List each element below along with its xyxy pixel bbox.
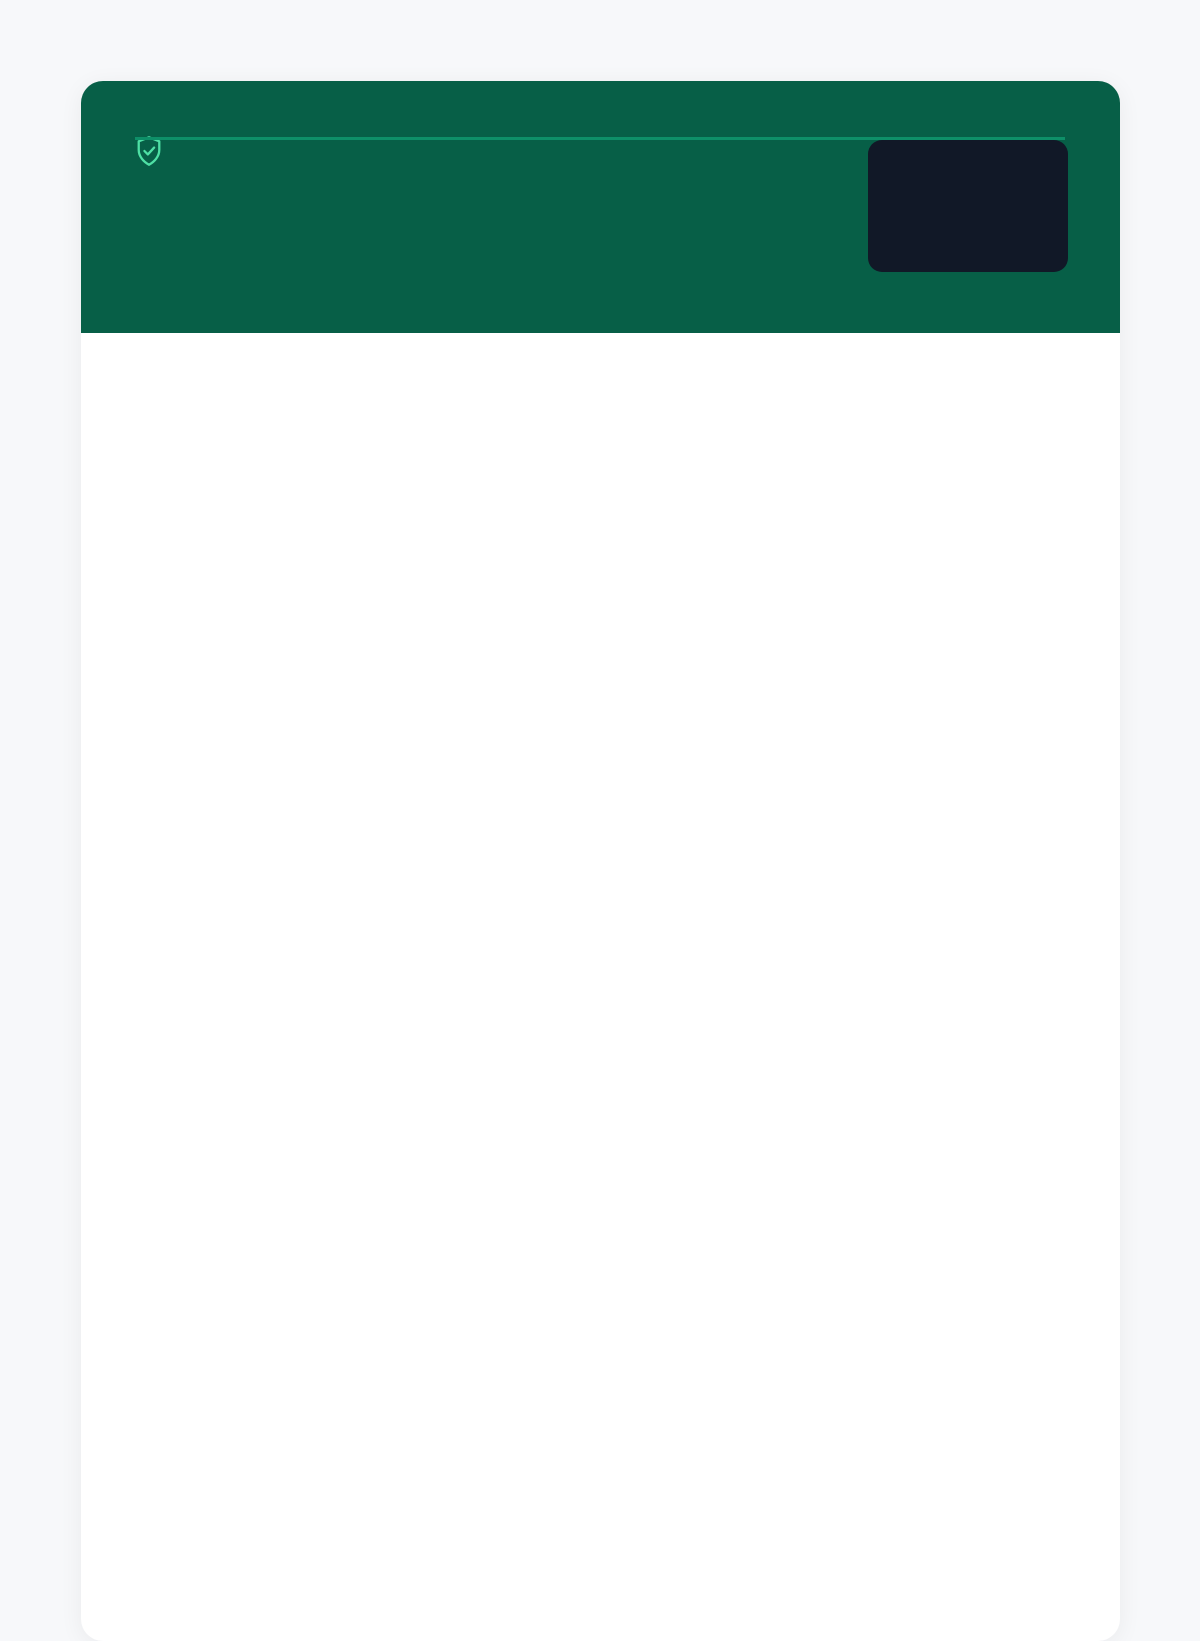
zen-master-badge bbox=[868, 140, 1068, 272]
objective-section-header bbox=[135, 81, 1065, 140]
guide-card bbox=[81, 81, 1120, 1641]
